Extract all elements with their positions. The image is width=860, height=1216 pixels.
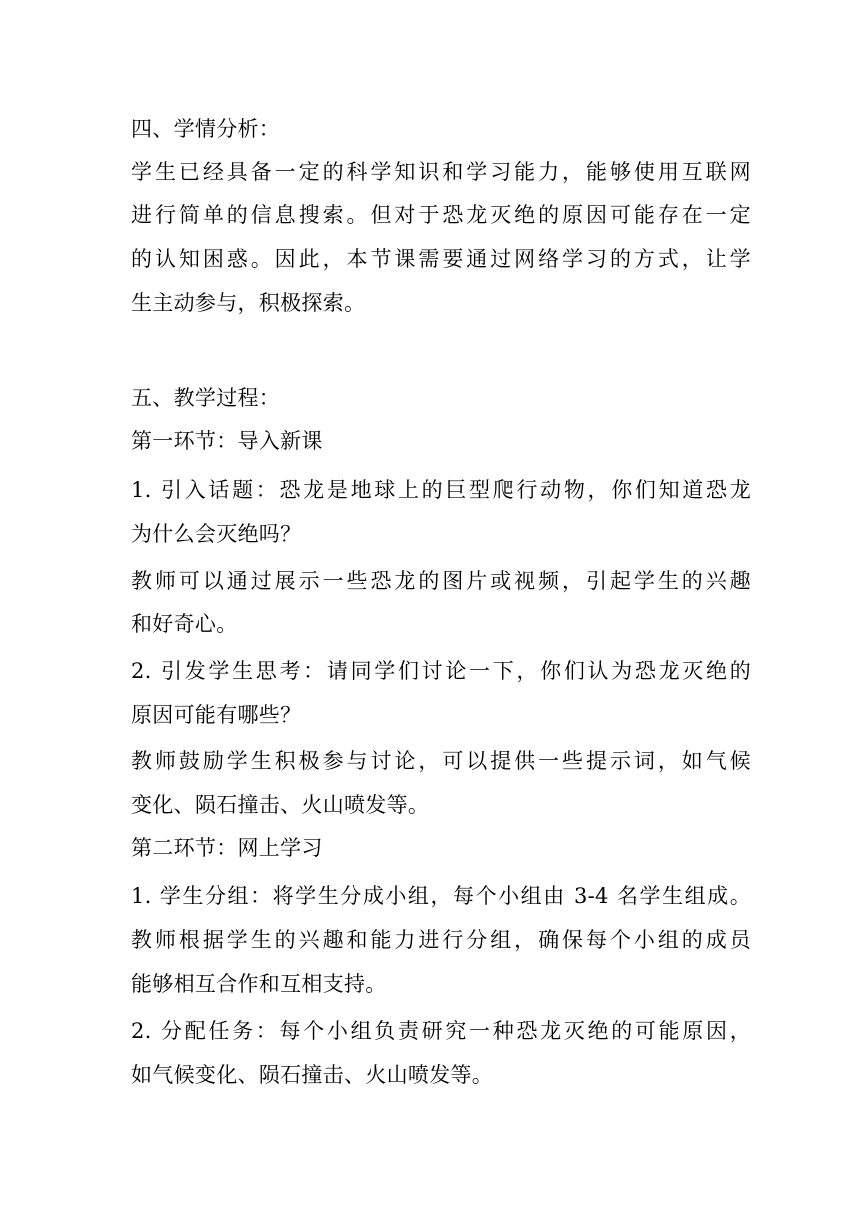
- list-item-line: 为什么会灭绝吗？: [131, 522, 302, 546]
- paragraph-line: 进行简单的信息搜索。但对于恐龙灭绝的原因可能存在一定: [131, 203, 751, 227]
- paragraph-line: 和好奇心。: [131, 612, 238, 636]
- paragraph-line: 教师根据学生的兴趣和能力进行分组，确保每个小组的成员: [131, 928, 751, 952]
- paragraph-line: 的认知困惑。因此，本节课需要通过网络学习的方式，让学: [131, 247, 751, 271]
- subsection-heading-online-learning: 第二环节：网上学习: [131, 836, 323, 860]
- list-item-line: 如气候变化、陨石撞击、火山喷发等。: [131, 1063, 494, 1087]
- section-heading-student-analysis: 四、学情分析：: [131, 117, 281, 141]
- list-item-line: 1. 学生分组：将学生分成小组，每个小组由 3-4 名学生组成。: [131, 884, 751, 908]
- list-item-line: 1. 引入话题：恐龙是地球上的巨型爬行动物，你们知道恐龙: [131, 478, 751, 502]
- paragraph-line: 变化、陨石撞击、火山喷发等。: [131, 793, 430, 817]
- paragraph-line: 学生已经具备一定的科学知识和学习能力，能够使用互联网: [131, 160, 751, 184]
- paragraph-line: 教师鼓励学生积极参与讨论，可以提供一些提示词，如气候: [131, 749, 751, 773]
- list-item-line: 原因可能有哪些？: [131, 703, 302, 727]
- paragraph-line: 生主动参与，积极探索。: [131, 291, 366, 315]
- paragraph-line: 教师可以通过展示一些恐龙的图片或视频，引起学生的兴趣: [131, 569, 751, 593]
- paragraph-line: 能够相互合作和互相支持。: [131, 972, 387, 996]
- section-heading-teaching-process: 五、教学过程：: [131, 386, 281, 410]
- list-item-line: 2. 引发学生思考：请同学们讨论一下，你们认为恐龙灭绝的: [131, 659, 751, 683]
- list-item-line: 2. 分配任务：每个小组负责研究一种恐龙灭绝的可能原因，: [131, 1019, 751, 1043]
- subsection-heading-intro: 第一环节：导入新课: [131, 429, 323, 453]
